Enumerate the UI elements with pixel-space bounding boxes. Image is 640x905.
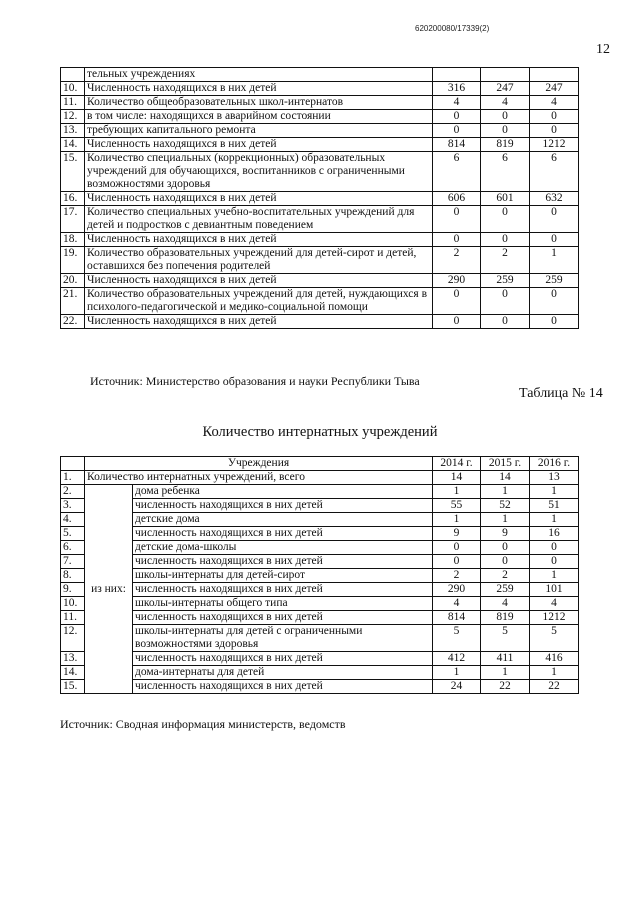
row-label: Численность находящихся в них детей [85,192,433,206]
table-row [61,315,579,329]
source-note-2: Источник: Сводная информация министерств, ведомств [60,717,346,731]
row-number: 20. [61,274,85,288]
header-year-2016: 2016 г. [530,457,579,471]
value-2016 [530,68,579,82]
value-2015: 9 [481,527,530,541]
row-label: Количество специальных (коррекционных) образовательных учреждений для обучающихся, воспитанников с ограниченными возможностями здоровья [85,152,433,192]
value-2015: 819 [481,138,530,152]
row-number: 14. [61,138,85,152]
row-number [61,68,85,82]
row-number: 12. [61,110,85,124]
table-row [61,138,579,152]
table-row [61,206,579,233]
value-2014: 0 [433,110,481,124]
row-label: требующих капитального ремонта [85,124,433,138]
row-label: численность находящихся в них детей [133,680,433,694]
value-2015: 0 [481,206,530,233]
row-label: школы-интернаты для детей с ограниченными возможностями здоровья [133,625,433,652]
value-2015: 601 [481,192,530,206]
value-2016: 1212 [530,138,579,152]
row-label: Численность находящихся в них детей [85,274,433,288]
row-number: 7. [61,555,85,569]
row-label: Количество общеобразовательных школ-интернатов [85,96,433,110]
row-number: 2. [61,485,85,499]
row-number: 16. [61,192,85,206]
value-2014: 4 [433,96,481,110]
row-number: 6. [61,541,85,555]
value-2015 [481,68,530,82]
value-2016: 0 [530,110,579,124]
children-institutions-table [60,67,579,329]
value-2016: 5 [530,625,579,652]
value-2014: 14 [433,471,481,485]
document-id: 620200080/17339(2) [415,24,490,33]
row-number: 15. [61,152,85,192]
table-row [61,68,579,82]
value-2014: 1 [433,485,481,499]
header-institutions: Учреждения [85,457,433,471]
value-2015: 0 [481,288,530,315]
value-2016: 1212 [530,611,579,625]
row-number: 5. [61,527,85,541]
table-row [61,192,579,206]
row-number: 11. [61,96,85,110]
row-label: Количество специальных учебно-воспитательных учреждений для детей и подростков с девиантным поведением [85,206,433,233]
table-row [61,625,579,652]
table-row [61,666,579,680]
value-2014: 316 [433,82,481,96]
value-2014: 290 [433,274,481,288]
table-row [61,247,579,274]
value-2015: 22 [481,680,530,694]
value-2016: 0 [530,315,579,329]
row-label: Численность находящихся в них детей [85,138,433,152]
row-number: 17. [61,206,85,233]
table-row [61,288,579,315]
table-row [61,541,579,555]
row-label: детские дома-школы [133,541,433,555]
table-row [61,597,579,611]
value-2016: 1 [530,666,579,680]
row-number: 8. [61,569,85,583]
row-label: Численность находящихся в них детей [85,82,433,96]
row-label: Количество образовательных учреждений для детей-сирот и детей, оставшихся без попечения родителей [85,247,433,274]
value-2015: 2 [481,569,530,583]
value-2014: 2 [433,569,481,583]
row-number: 10. [61,597,85,611]
table-title: Количество интернатных учреждений [202,424,438,440]
value-2014: 5 [433,625,481,652]
row-number: 14. [61,666,85,680]
row-number: 15. [61,680,85,694]
value-2016: 0 [530,288,579,315]
value-2015: 0 [481,541,530,555]
value-2014: 24 [433,680,481,694]
value-2014: 290 [433,583,481,597]
row-label: численность находящихся в них детей [133,499,433,513]
value-2016: 416 [530,652,579,666]
row-label: школы-интернаты для детей-сирот [133,569,433,583]
value-2015: 2 [481,247,530,274]
row-number: 13. [61,652,85,666]
value-2015: 819 [481,611,530,625]
row-label: дома ребенка [133,485,433,499]
row-label: Численность находящихся в них детей [85,315,433,329]
table-row [61,611,579,625]
row-number: 22. [61,315,85,329]
table-row [61,680,579,694]
table-number-label: Таблица № 14 [519,386,603,401]
value-2015: 247 [481,82,530,96]
source-note-1: Источник: Министерство образования и науки Республики Тыва [90,374,420,388]
row-label: Численность находящихся в них детей [85,233,433,247]
table-row [61,555,579,569]
table-header-row [61,457,579,471]
table-row [61,583,579,597]
value-2015: 1 [481,485,530,499]
value-2016: 247 [530,82,579,96]
table-row [61,652,579,666]
value-2015: 259 [481,583,530,597]
row-label: численность находящихся в них детей [133,555,433,569]
value-2016: 101 [530,583,579,597]
value-2016: 16 [530,527,579,541]
value-2014: 0 [433,288,481,315]
value-2016: 1 [530,247,579,274]
value-2016: 632 [530,192,579,206]
row-number: 21. [61,288,85,315]
value-2015: 6 [481,152,530,192]
value-2014: 0 [433,555,481,569]
row-label: численность находящихся в них детей [133,652,433,666]
value-2015: 259 [481,274,530,288]
page-number: 12 [596,42,610,57]
row-label: численность находящихся в них детей [133,611,433,625]
row-number: 11. [61,611,85,625]
row-number: 10. [61,82,85,96]
row-number: 9. [61,583,85,597]
value-2015: 0 [481,110,530,124]
table-row [61,499,579,513]
row-label: в том числе: находящихся в аварийном состоянии [85,110,433,124]
value-2016: 51 [530,499,579,513]
value-2015: 1 [481,666,530,680]
value-2014: 0 [433,233,481,247]
value-2016: 1 [530,485,579,499]
value-2014: 814 [433,611,481,625]
value-2015: 4 [481,96,530,110]
value-2014 [433,68,481,82]
value-2014: 0 [433,541,481,555]
row-number: 12. [61,625,85,652]
table-row [61,233,579,247]
table-row-total [61,471,579,485]
table-row [61,152,579,192]
row-number: 19. [61,247,85,274]
value-2015: 0 [481,315,530,329]
value-2014: 6 [433,152,481,192]
value-2016: 0 [530,541,579,555]
row-number: 18. [61,233,85,247]
value-2016: 22 [530,680,579,694]
table-row [61,569,579,583]
table-row [61,527,579,541]
value-2016: 0 [530,206,579,233]
table-row [61,82,579,96]
row-label: дома-интернаты для детей [133,666,433,680]
value-2016: 0 [530,555,579,569]
value-2014: 4 [433,597,481,611]
row-label: тельных учреждениях [85,68,433,82]
value-2014: 55 [433,499,481,513]
value-2015: 52 [481,499,530,513]
value-2016: 6 [530,152,579,192]
value-2015: 4 [481,597,530,611]
value-2015: 1 [481,513,530,527]
table-row [61,274,579,288]
value-2014: 0 [433,124,481,138]
row-label: численность находящихся в них детей [133,583,433,597]
value-2014: 1 [433,666,481,680]
value-2014: 0 [433,315,481,329]
value-2014: 1 [433,513,481,527]
value-2015: 0 [481,233,530,247]
row-label: численность находящихся в них детей [133,527,433,541]
value-2016: 4 [530,597,579,611]
header-year-2015: 2015 г. [481,457,530,471]
value-2016: 259 [530,274,579,288]
value-2015: 0 [481,124,530,138]
value-2016: 0 [530,124,579,138]
value-2016: 0 [530,233,579,247]
boarding-institutions-table [60,456,579,694]
value-2016: 1 [530,513,579,527]
value-2014: 412 [433,652,481,666]
value-2014: 2 [433,247,481,274]
value-2014: 0 [433,206,481,233]
row-number: 1. [61,471,85,485]
value-2015: 411 [481,652,530,666]
table-row [61,110,579,124]
value-2014: 606 [433,192,481,206]
row-label: детские дома [133,513,433,527]
row-label: Количество интернатных учреждений, всего [85,471,433,485]
row-number: 13. [61,124,85,138]
value-2015: 5 [481,625,530,652]
group-label: из них: [85,485,133,694]
row-label: школы-интернаты общего типа [133,597,433,611]
header-year-2014: 2014 г. [433,457,481,471]
row-number: 3. [61,499,85,513]
table-row [61,513,579,527]
value-2016: 1 [530,569,579,583]
value-2015: 0 [481,555,530,569]
value-2014: 814 [433,138,481,152]
row-number: 4. [61,513,85,527]
value-2015: 14 [481,471,530,485]
value-2014: 9 [433,527,481,541]
value-2016: 4 [530,96,579,110]
row-label: Количество образовательных учреждений для детей, нуждающихся в психолого-педагогической и медико-социальной помощи [85,288,433,315]
value-2016: 13 [530,471,579,485]
table-row [61,96,579,110]
table-row [61,485,579,499]
table-row [61,124,579,138]
